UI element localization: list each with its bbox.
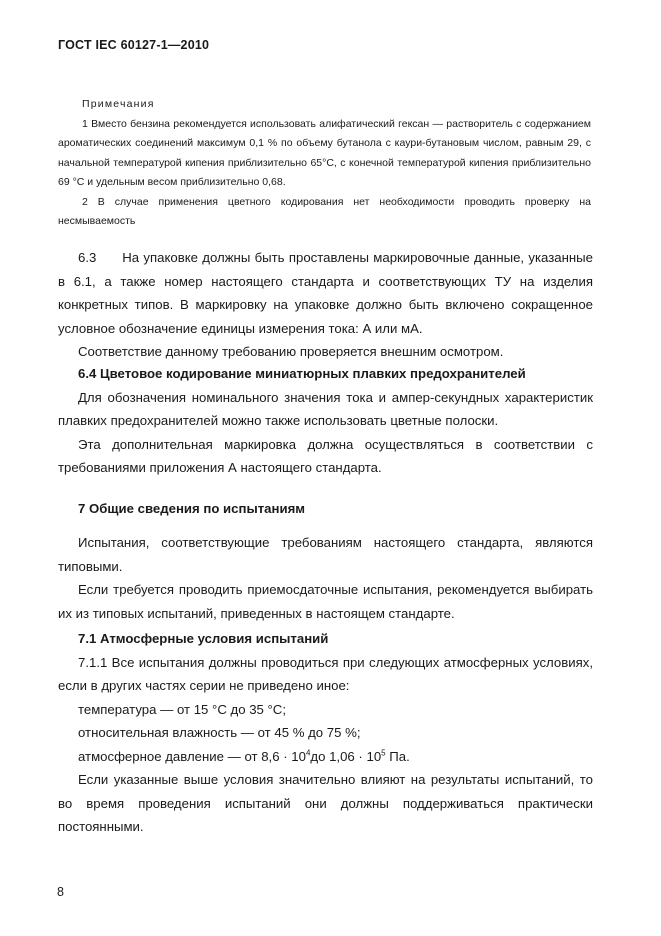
paragraph: Если требуется проводить приемосдаточные испытания, рекомендуется выбирать их из типовых испытаний, приведенных в настоящем стандарте. xyxy=(58,582,593,621)
notes-title: Примечания xyxy=(82,98,155,110)
document-header: ГОСТ IEC 60127-1—2010 xyxy=(58,38,210,52)
clause-text: На упаковке должны быть проставлены маркировочные данные, указанные в 6.1, а также номер настоящего стандарта и соответствующих ТУ на изделия конкретных типов. В маркировку на упаковке должно быть включено сокращенное условное обозначение единицы измерения тока: А или мА. xyxy=(58,250,593,336)
section-heading-7: 7 Общие сведения по испытаниям xyxy=(78,501,306,516)
pressure-suffix: Па. xyxy=(385,748,410,764)
condition-temperature: температура — от 15 °С до 35 °С; xyxy=(78,701,286,717)
clause-7-1-1: 7.1.1 Все испытания должны проводиться при следующих атмосферных условиях, если в других частях серии не приведено иное: xyxy=(58,654,593,693)
section-heading-7-1: 7.1 Атмосферные условия испытаний xyxy=(78,631,329,646)
condition-humidity: относительная влажность — от 45 % до 75 %; xyxy=(78,725,361,740)
paragraph: Для обозначения номинального значения тока и ампер-секундных характеристик плавких предохранителей можно также использовать цветные полоски. xyxy=(58,389,593,428)
pressure-middle: до 1,06 · 10 xyxy=(310,748,382,764)
section-heading-6-4: 6.4 Цветовое кодирование миниатюрных плавких предохранителей xyxy=(78,366,526,381)
notes-block xyxy=(58,95,591,232)
section-6-3 xyxy=(58,246,593,364)
paragraph: Если указанные выше условия значительно влияют на результаты испытаний, то во время проведения испытаний они должны поддерживаться практически постоянными. xyxy=(58,772,593,834)
clause-6-3-check: Соответствие данному требованию проверяется внешним осмотром. xyxy=(78,344,504,359)
section-6-4 xyxy=(58,362,593,480)
section-7-body xyxy=(58,531,593,625)
note-item-2: 2 В случае применения цветного кодирования нет необходимости проводить проверку на несмываемость xyxy=(58,195,591,227)
note-item-1: 1 Вместо бензина рекомендуется использовать алифатический гексан — растворитель с содержанием ароматических соединений максимум 0,1 % по объему бутанола с каури-бутановым числом, равным 29, с начальной температурой кипения приблизительно 65°С, с конечной температурой кипения приблизительно 69 °С и удельным весом приблизительно 0,68. xyxy=(58,117,591,188)
condition-pressure xyxy=(58,745,593,769)
clause-number: 6.3 xyxy=(78,250,97,265)
section-7-1 xyxy=(58,627,593,839)
paragraph: Эта дополнительная маркировка должна осуществляться в соответствии с требованиями приложения А настоящего стандарта. xyxy=(58,436,593,475)
pressure-exponent-2: 5 xyxy=(381,748,386,758)
section-7 xyxy=(58,497,593,521)
page-number: 8 xyxy=(57,885,64,899)
clause-6-3-paragraph xyxy=(58,246,593,340)
pressure-prefix: атмосферное давление — от 8,6 · 10 xyxy=(78,748,306,764)
paragraph: Испытания, соответствующие требованиям настоящего стандарта, являются типовыми. xyxy=(58,535,593,574)
pressure-exponent-1: 4 xyxy=(305,748,311,758)
